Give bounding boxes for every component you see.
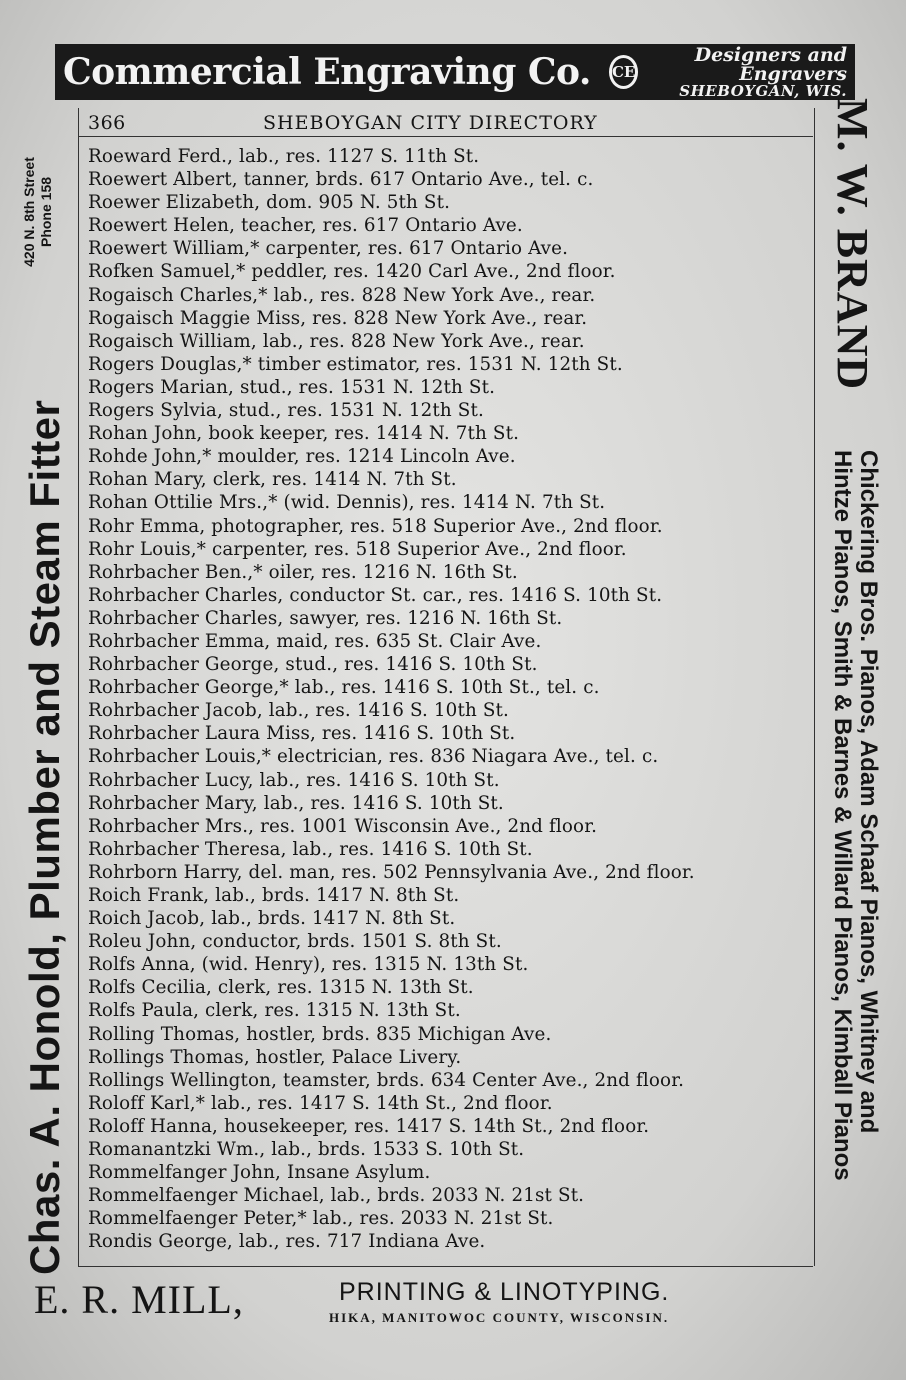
- list-item: Rohrbacher Laura Miss, res. 1416 S. 10th St.: [88, 723, 516, 745]
- list-item: Rondis George, lab., res. 717 Indiana Ave.: [88, 1231, 486, 1253]
- page-header: [88, 108, 808, 138]
- bottom-advert-location: HIKA, MANITOWOC COUNTY, WISCONSIN.: [329, 1310, 670, 1325]
- list-item: Rohrbacher Charles, sawyer, res. 1216 N. 16th St.: [88, 607, 563, 629]
- list-item: Romanantzki Wm., lab., brds. 1533 S. 10th St.: [88, 1139, 525, 1161]
- list-item: Roewer Elizabeth, dom. 905 N. 5th St.: [88, 192, 451, 214]
- list-item: Rollings Wellington, teamster, brds. 634 Center Ave., 2nd floor.: [88, 1069, 685, 1091]
- left-advert-contact: [21, 117, 55, 307]
- list-item: Rohrbacher George,* lab., res. 1416 S. 10th St., tel. c.: [88, 677, 600, 699]
- list-item: Rohde John,* moulder, res. 1214 Lincoln Ave.: [88, 446, 516, 468]
- list-item: Rohrbacher Theresa, lab., res. 1416 S. 10th St.: [88, 838, 533, 860]
- list-item: Roleu John, conductor, brds. 1501 S. 8th St.: [88, 931, 502, 953]
- bottom-divider: [78, 1266, 813, 1267]
- top-advert-banner: [55, 44, 855, 100]
- bottom-advert: [34, 1276, 854, 1336]
- list-item: Rohr Louis,* carpenter, res. 518 Superior Ave., 2nd floor.: [88, 538, 627, 560]
- list-item: Rohrbacher Charles, conductor St. car., res. 1416 S. 10th St.: [88, 584, 663, 606]
- list-item: Roloff Hanna, housekeeper, res. 1417 S. 14th St., 2nd floor.: [88, 1115, 650, 1137]
- list-item: Rogers Douglas,* timber estimator, res. 1531 N. 12th St.: [88, 353, 623, 375]
- list-item: Rohr Emma, photographer, res. 518 Superior Ave., 2nd floor.: [88, 515, 663, 537]
- list-item: Rolfs Paula, clerk, res. 1315 N. 13th St.: [88, 1000, 461, 1022]
- right-advert-brand: M. W. BRAND: [828, 98, 877, 391]
- list-item: Roewert Helen, teacher, res. 617 Ontario Ave.: [88, 215, 523, 237]
- left-advert-text: Chas. A. Honold, Plumber and Steam Fitter: [21, 399, 68, 1275]
- list-item: Rohrbacher Mary, lab., res. 1416 S. 10th St.: [88, 792, 504, 814]
- list-item: Rohrbacher Lucy, lab., res. 1416 S. 10th St.: [88, 769, 500, 791]
- right-advert-line-1: Chickering Bros. Pianos, Adam Schaaf Pianos, Whitney and: [855, 450, 882, 1134]
- list-item: Rohrbacher Ben.,* oiler, res. 1216 N. 16th St.: [88, 561, 518, 583]
- list-item: Rollings Thomas, hostler, Palace Livery.: [88, 1046, 462, 1068]
- list-item: Rolfs Anna, (wid. Henry), res. 1315 N. 13th St.: [88, 954, 529, 976]
- list-item: Rogers Sylvia, stud., res. 1531 N. 12th St.: [88, 400, 484, 422]
- left-advert-address: 420 N. 8th Street: [21, 157, 37, 267]
- list-item: Rofken Samuel,* peddler, res. 1420 Carl Ave., 2nd floor.: [88, 261, 616, 283]
- list-item: Rommelfaenger Michael, lab., brds. 2033 N. 21st St.: [88, 1185, 585, 1207]
- list-item: Rohrbacher Louis,* electrician, res. 836 Niagara Ave., tel. c.: [88, 746, 659, 768]
- list-item: Rogaisch William, lab., res. 828 New York Ave., rear.: [88, 330, 585, 352]
- list-item: Rohan Ottilie Mrs.,* (wid. Dennis), res. 1414 N. 7th St.: [88, 492, 606, 514]
- right-advert-line-2: Hintze Pianos, Smith & Barnes & Willard Pianos, Kimball Pianos: [829, 450, 856, 1181]
- page-title: SHEBOYGAN CITY DIRECTORY: [263, 112, 598, 134]
- list-item: Rogaisch Charles,* lab., res. 828 New York Ave., rear.: [88, 284, 596, 306]
- list-item: Roeward Ferd., lab., res. 1127 S. 11th St.: [88, 146, 480, 167]
- list-item: Roich Frank, lab., brds. 1417 N. 8th St.: [88, 885, 460, 906]
- directory-listings: [88, 145, 810, 1254]
- list-item: Rommelfaenger Peter,* lab., res. 2033 N. 21st St.: [88, 1208, 554, 1230]
- list-item: Rohrbacher Emma, maid, res. 635 St. Clair Ave.: [88, 630, 542, 652]
- list-item: Rohan Mary, clerk, res. 1414 N. 7th St.: [88, 469, 457, 491]
- list-item: Rommelfanger John, Insane Asylum.: [88, 1162, 431, 1184]
- banner-tagline: Designers and Engravers: [694, 43, 847, 85]
- banner-location: SHEBOYGAN, WIS.: [679, 81, 847, 100]
- list-item: Roewert Albert, tanner, brds. 617 Ontario Ave., tel. c.: [88, 169, 594, 191]
- banner-right-block: [638, 43, 847, 100]
- list-item: Rohan John, book keeper, res. 1414 N. 7th St.: [88, 423, 520, 445]
- banner-company-name: Commercial Engraving Co.: [63, 51, 591, 93]
- list-item: Rohrbacher Mrs., res. 1001 Wisconsin Ave., 2nd floor.: [88, 815, 598, 837]
- list-item: Rolfs Cecilia, clerk, res. 1315 N. 13th St.: [88, 977, 474, 999]
- bottom-advert-name: E. R. MILL,: [34, 1277, 244, 1322]
- list-item: Rolling Thomas, hostler, brds. 835 Michigan Ave.: [88, 1023, 552, 1045]
- list-item: Rohrbacher Jacob, lab., res. 1416 S. 10th St.: [88, 700, 509, 722]
- list-item: Roewert William,* carpenter, res. 617 Ontario Ave.: [88, 238, 569, 260]
- list-item: Roich Jacob, lab., brds. 1417 N. 8th St.: [88, 908, 456, 930]
- page-number: 366: [88, 112, 126, 134]
- list-item: Rohrbacher George, stud., res. 1416 S. 10th St.: [88, 654, 538, 676]
- list-item: Rogers Marian, stud., res. 1531 N. 12th St.: [88, 376, 496, 398]
- left-advert-phone: Phone 158: [38, 176, 54, 248]
- company-logo-icon: CE: [609, 55, 638, 89]
- list-item: Roloff Karl,* lab., res. 1417 S. 14th St., 2nd floor.: [88, 1092, 553, 1114]
- list-item: Rohrborn Harry, del. man, res. 502 Pennsylvania Ave., 2nd floor.: [88, 861, 695, 883]
- bottom-advert-service: PRINTING & LINOTYPING.: [339, 1278, 670, 1306]
- list-item: Rogaisch Maggie Miss, res. 828 New York Ave., rear.: [88, 307, 588, 329]
